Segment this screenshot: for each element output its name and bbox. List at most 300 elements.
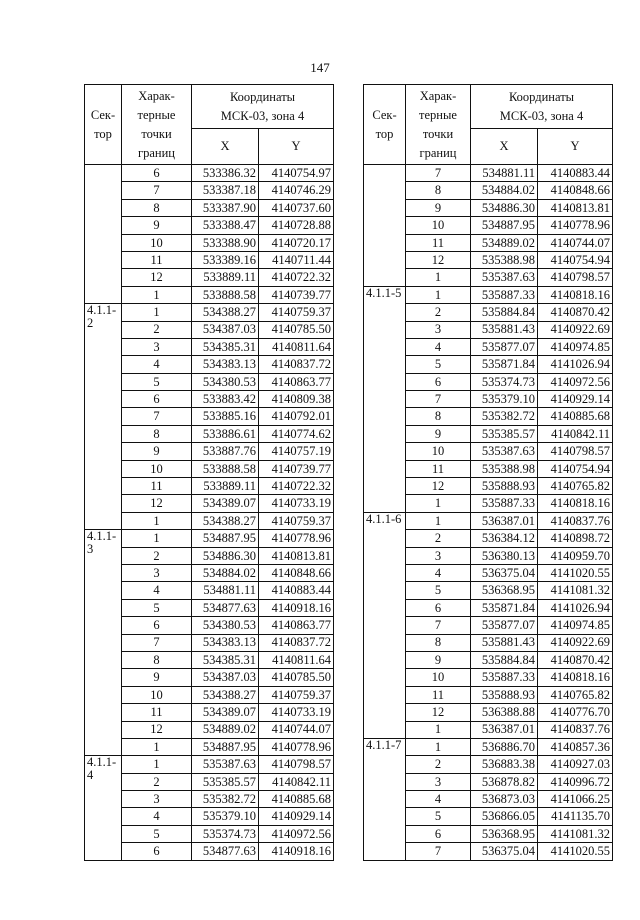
y-cell: 4141026.94: [538, 356, 613, 373]
point-cell: 5: [406, 356, 471, 373]
x-cell: 535388.98: [471, 460, 538, 477]
point-cell: 9: [406, 425, 471, 442]
x-cell: 534387.03: [192, 669, 259, 686]
y-cell: 4140778.96: [259, 738, 334, 755]
point-cell: 4: [122, 356, 192, 373]
y-cell: 4140898.72: [538, 530, 613, 547]
point-cell: 4: [122, 808, 192, 825]
y-cell: 4140720.17: [259, 234, 334, 251]
point-cell: 1: [406, 721, 471, 738]
x-cell: 534887.95: [471, 217, 538, 234]
y-cell: 4140885.68: [538, 408, 613, 425]
x-cell: 533387.18: [192, 182, 259, 199]
y-cell: 4140733.19: [259, 495, 334, 512]
y-cell: 4140737.60: [259, 199, 334, 216]
point-cell: 12: [406, 704, 471, 721]
x-cell: 533388.47: [192, 217, 259, 234]
point-cell: 5: [122, 599, 192, 616]
x-cell: 536375.04: [471, 564, 538, 581]
table-row: [85, 704, 334, 721]
x-cell: 534388.27: [192, 686, 259, 703]
x-cell: 533883.42: [192, 391, 259, 408]
y-cell: 4140759.37: [259, 512, 334, 529]
sector-cell: 4.1.1-3: [85, 530, 122, 756]
y-cell: 4140813.81: [259, 547, 334, 564]
y-cell: 4140918.16: [259, 843, 334, 860]
point-cell: 2: [406, 304, 471, 321]
y-cell: 4140776.70: [538, 704, 613, 721]
y-cell: 4140837.76: [538, 512, 613, 529]
table-row: [85, 756, 334, 773]
y-cell: 4140798.57: [538, 269, 613, 286]
point-cell: 9: [122, 443, 192, 460]
x-cell: 536387.01: [471, 512, 538, 529]
coordinates-table-left: [84, 84, 334, 861]
y-cell: 4140722.32: [259, 269, 334, 286]
header-y: Y: [538, 129, 613, 165]
table-row: [85, 530, 334, 547]
x-cell: 534387.03: [192, 321, 259, 338]
table-row: [85, 304, 334, 321]
y-cell: 4140837.72: [259, 356, 334, 373]
x-cell: 533889.11: [192, 269, 259, 286]
y-cell: 4140744.07: [259, 721, 334, 738]
x-cell: 536886.70: [471, 738, 538, 755]
point-cell: 11: [122, 251, 192, 268]
y-cell: 4140774.62: [259, 425, 334, 442]
x-cell: 534889.02: [471, 234, 538, 251]
y-cell: 4140863.77: [259, 373, 334, 390]
x-cell: 535881.43: [471, 321, 538, 338]
y-cell: 4140885.68: [259, 791, 334, 808]
table-row: [85, 286, 334, 303]
point-cell: 4: [406, 791, 471, 808]
table-row: [364, 286, 613, 303]
y-cell: 4140757.19: [259, 443, 334, 460]
header-points: Харак- терные точки границ: [406, 85, 471, 165]
y-cell: 4140811.64: [259, 338, 334, 355]
x-cell: 534388.27: [192, 304, 259, 321]
point-cell: 6: [122, 617, 192, 634]
y-cell: 4140811.64: [259, 651, 334, 668]
x-cell: 535887.33: [471, 669, 538, 686]
x-cell: 536384.12: [471, 530, 538, 547]
y-cell: 4140765.82: [538, 686, 613, 703]
x-cell: 534877.63: [192, 843, 259, 860]
x-cell: 536380.13: [471, 547, 538, 564]
point-cell: 5: [122, 825, 192, 842]
point-cell: 2: [122, 547, 192, 564]
point-cell: 11: [406, 460, 471, 477]
y-cell: 4140972.56: [538, 373, 613, 390]
y-cell: 4141020.55: [538, 564, 613, 581]
x-cell: 533387.90: [192, 199, 259, 216]
x-cell: 535871.84: [471, 599, 538, 616]
y-cell: 4140798.57: [259, 756, 334, 773]
x-cell: 533888.58: [192, 460, 259, 477]
x-cell: 533888.58: [192, 286, 259, 303]
point-cell: 8: [122, 651, 192, 668]
point-cell: 5: [122, 373, 192, 390]
x-cell: 535382.72: [471, 408, 538, 425]
y-cell: 4140842.11: [538, 425, 613, 442]
x-cell: 534380.53: [192, 617, 259, 634]
table-row: [85, 582, 334, 599]
point-cell: 7: [122, 634, 192, 651]
table-row: [85, 251, 334, 268]
point-cell: 2: [406, 756, 471, 773]
x-cell: 534389.07: [192, 495, 259, 512]
header-sector: Сек- тор: [364, 85, 406, 165]
table-row: [85, 356, 334, 373]
point-cell: 10: [406, 669, 471, 686]
point-cell: 6: [406, 825, 471, 842]
y-cell: 4140996.72: [538, 773, 613, 790]
y-cell: 4140711.44: [259, 251, 334, 268]
x-cell: 535888.93: [471, 478, 538, 495]
point-cell: 11: [122, 704, 192, 721]
point-cell: 10: [122, 460, 192, 477]
x-cell: 535387.63: [192, 756, 259, 773]
x-cell: 533886.61: [192, 425, 259, 442]
x-cell: 535379.10: [192, 808, 259, 825]
point-cell: 3: [122, 564, 192, 581]
table-row: [85, 443, 334, 460]
point-cell: 9: [406, 651, 471, 668]
point-cell: 1: [406, 269, 471, 286]
x-cell: 533389.16: [192, 251, 259, 268]
point-cell: 12: [406, 478, 471, 495]
point-cell: 6: [406, 599, 471, 616]
y-cell: 4140759.37: [259, 304, 334, 321]
coordinates-table-right: [363, 84, 613, 861]
y-cell: 4141081.32: [538, 582, 613, 599]
point-cell: 4: [406, 564, 471, 581]
table-row: [85, 599, 334, 616]
sector-cell: 4.1.1-5: [364, 286, 406, 512]
x-cell: 535374.73: [192, 825, 259, 842]
table-row: [85, 199, 334, 216]
x-cell: 536387.01: [471, 721, 538, 738]
x-cell: 534877.63: [192, 599, 259, 616]
y-cell: 4140927.03: [538, 756, 613, 773]
point-cell: 10: [406, 217, 471, 234]
point-cell: 6: [122, 391, 192, 408]
point-cell: 7: [406, 617, 471, 634]
point-cell: 7: [122, 408, 192, 425]
point-cell: 5: [406, 582, 471, 599]
point-cell: 7: [122, 182, 192, 199]
x-cell: 534887.95: [192, 530, 259, 547]
x-cell: 536878.82: [471, 773, 538, 790]
x-cell: 536388.88: [471, 704, 538, 721]
header-y: Y: [259, 129, 334, 165]
table-row: [85, 634, 334, 651]
y-cell: 4141081.32: [538, 825, 613, 842]
table-row: [85, 408, 334, 425]
y-cell: 4140922.69: [538, 634, 613, 651]
sector-cell: 4.1.1-6: [364, 512, 406, 738]
table-row: [364, 512, 613, 529]
table-row: [85, 564, 334, 581]
point-cell: 7: [406, 165, 471, 182]
y-cell: 4140744.07: [538, 234, 613, 251]
sector-cell: 4.1.1-7: [364, 738, 406, 860]
sector-cell: [85, 165, 122, 304]
page-number: 147: [310, 60, 330, 75]
x-cell: 535382.72: [192, 791, 259, 808]
y-cell: 4141020.55: [538, 843, 613, 860]
point-cell: 8: [406, 634, 471, 651]
y-cell: 4140870.42: [538, 651, 613, 668]
y-cell: 4140837.72: [259, 634, 334, 651]
y-cell: 4140870.42: [538, 304, 613, 321]
sector-cell: [364, 165, 406, 287]
y-cell: 4140842.11: [259, 773, 334, 790]
header-points: Харак- терные точки границ: [122, 85, 192, 165]
header-coords-title: Координаты МСК-03, зона 4: [192, 85, 334, 129]
y-cell: 4140739.77: [259, 460, 334, 477]
point-cell: 3: [406, 547, 471, 564]
x-cell: 535887.33: [471, 286, 538, 303]
x-cell: 536873.03: [471, 791, 538, 808]
point-cell: 1: [122, 756, 192, 773]
y-cell: 4140754.97: [259, 165, 334, 182]
table-row: [85, 738, 334, 755]
x-cell: 534884.02: [471, 182, 538, 199]
point-cell: 4: [406, 338, 471, 355]
point-cell: 9: [122, 669, 192, 686]
y-cell: 4140739.77: [259, 286, 334, 303]
y-cell: 4140972.56: [259, 825, 334, 842]
y-cell: 4140765.82: [538, 478, 613, 495]
table-row: [85, 512, 334, 529]
table-row: [85, 495, 334, 512]
x-cell: 533388.90: [192, 234, 259, 251]
x-cell: 534380.53: [192, 373, 259, 390]
x-cell: 534881.11: [471, 165, 538, 182]
x-cell: 533887.76: [192, 443, 259, 460]
point-cell: 12: [122, 495, 192, 512]
x-cell: 535887.33: [471, 495, 538, 512]
y-cell: 4140792.01: [259, 408, 334, 425]
y-cell: 4140837.76: [538, 721, 613, 738]
point-cell: 1: [122, 530, 192, 547]
x-cell: 534886.30: [192, 547, 259, 564]
x-cell: 535877.07: [471, 338, 538, 355]
table-row: [85, 669, 334, 686]
point-cell: 3: [122, 338, 192, 355]
table-row: [364, 165, 613, 182]
y-cell: 4140809.38: [259, 391, 334, 408]
table-row: [85, 617, 334, 634]
point-cell: 12: [122, 721, 192, 738]
table-row: [85, 547, 334, 564]
sector-cell: 4.1.1-4: [85, 756, 122, 860]
x-cell: 534887.95: [192, 738, 259, 755]
x-cell: 534383.13: [192, 634, 259, 651]
y-cell: 4140848.66: [538, 182, 613, 199]
point-cell: 8: [122, 425, 192, 442]
y-cell: 4140746.29: [259, 182, 334, 199]
y-cell: 4140974.85: [538, 338, 613, 355]
point-cell: 3: [122, 791, 192, 808]
table-row: [85, 391, 334, 408]
point-cell: 7: [406, 391, 471, 408]
x-cell: 533889.11: [192, 478, 259, 495]
table-row: [85, 234, 334, 251]
x-cell: 534388.27: [192, 512, 259, 529]
x-cell: 535877.07: [471, 617, 538, 634]
point-cell: 8: [406, 408, 471, 425]
point-cell: 3: [406, 321, 471, 338]
point-cell: 2: [122, 773, 192, 790]
point-cell: 7: [406, 843, 471, 860]
point-cell: 6: [122, 843, 192, 860]
table-row: [85, 773, 334, 790]
table-row: [85, 321, 334, 338]
table-row: [85, 825, 334, 842]
point-cell: 11: [122, 478, 192, 495]
y-cell: 4140929.14: [538, 391, 613, 408]
x-cell: 535385.57: [471, 425, 538, 442]
table-row: [85, 791, 334, 808]
y-cell: 4140918.16: [259, 599, 334, 616]
y-cell: 4140813.81: [538, 199, 613, 216]
x-cell: 533885.16: [192, 408, 259, 425]
point-cell: 2: [122, 321, 192, 338]
x-cell: 536866.05: [471, 808, 538, 825]
point-cell: 9: [122, 217, 192, 234]
x-cell: 535881.43: [471, 634, 538, 651]
point-cell: 1: [122, 512, 192, 529]
y-cell: 4140754.94: [538, 251, 613, 268]
y-cell: 4140848.66: [259, 564, 334, 581]
y-cell: 4140785.50: [259, 669, 334, 686]
y-cell: 4140818.16: [538, 286, 613, 303]
y-cell: 4140974.85: [538, 617, 613, 634]
point-cell: 8: [406, 182, 471, 199]
table-row: [364, 738, 613, 755]
x-cell: 534884.02: [192, 564, 259, 581]
table-row: [85, 373, 334, 390]
y-cell: 4141026.94: [538, 599, 613, 616]
y-cell: 4140754.94: [538, 460, 613, 477]
y-cell: 4140778.96: [538, 217, 613, 234]
point-cell: 10: [122, 234, 192, 251]
y-cell: 4140778.96: [259, 530, 334, 547]
point-cell: 1: [406, 512, 471, 529]
y-cell: 4140818.16: [538, 495, 613, 512]
point-cell: 1: [122, 738, 192, 755]
y-cell: 4140857.36: [538, 738, 613, 755]
header-x: X: [471, 129, 538, 165]
point-cell: 3: [406, 773, 471, 790]
x-cell: 535374.73: [471, 373, 538, 390]
point-cell: 8: [122, 199, 192, 216]
y-cell: 4140785.50: [259, 321, 334, 338]
y-cell: 4140728.88: [259, 217, 334, 234]
y-cell: 4141066.25: [538, 791, 613, 808]
header-x: X: [192, 129, 259, 165]
point-cell: 10: [122, 686, 192, 703]
x-cell: 535387.63: [471, 443, 538, 460]
table-row: [85, 217, 334, 234]
point-cell: 1: [122, 304, 192, 321]
table-row: [85, 808, 334, 825]
y-cell: 4141135.70: [538, 808, 613, 825]
point-cell: 1: [122, 286, 192, 303]
y-cell: 4140922.69: [538, 321, 613, 338]
table-row: [85, 721, 334, 738]
y-cell: 4140733.19: [259, 704, 334, 721]
point-cell: 10: [406, 443, 471, 460]
point-cell: 1: [406, 495, 471, 512]
table-row: [85, 478, 334, 495]
x-cell: 534389.07: [192, 704, 259, 721]
y-cell: 4140883.44: [259, 582, 334, 599]
point-cell: 1: [406, 738, 471, 755]
table-body-right: [364, 165, 613, 861]
x-cell: 535888.93: [471, 686, 538, 703]
y-cell: 4140818.16: [538, 669, 613, 686]
table-row: [85, 165, 334, 182]
sector-cell: 4.1.1-2: [85, 304, 122, 530]
x-cell: 535871.84: [471, 356, 538, 373]
point-cell: 9: [406, 199, 471, 216]
point-cell: 11: [406, 686, 471, 703]
table-body-left: [85, 165, 334, 861]
x-cell: 535884.84: [471, 304, 538, 321]
point-cell: 4: [122, 582, 192, 599]
point-cell: 1: [406, 286, 471, 303]
x-cell: 536368.95: [471, 825, 538, 842]
point-cell: 6: [406, 373, 471, 390]
x-cell: 536368.95: [471, 582, 538, 599]
table-row: [85, 460, 334, 477]
x-cell: 534889.02: [192, 721, 259, 738]
y-cell: 4140863.77: [259, 617, 334, 634]
y-cell: 4140883.44: [538, 165, 613, 182]
x-cell: 534886.30: [471, 199, 538, 216]
table-row: [85, 686, 334, 703]
table-row: [85, 651, 334, 668]
table-row: [85, 269, 334, 286]
y-cell: 4140722.32: [259, 478, 334, 495]
header-sector: Сек- тор: [85, 85, 122, 165]
point-cell: 6: [122, 165, 192, 182]
x-cell: 535388.98: [471, 251, 538, 268]
table-row: [85, 843, 334, 860]
y-cell: 4140959.70: [538, 547, 613, 564]
x-cell: 534383.13: [192, 356, 259, 373]
x-cell: 535387.63: [471, 269, 538, 286]
table-row: [85, 182, 334, 199]
x-cell: 535379.10: [471, 391, 538, 408]
y-cell: 4140759.37: [259, 686, 334, 703]
y-cell: 4140929.14: [259, 808, 334, 825]
x-cell: 534385.31: [192, 651, 259, 668]
x-cell: 534385.31: [192, 338, 259, 355]
point-cell: 5: [406, 808, 471, 825]
x-cell: 535385.57: [192, 773, 259, 790]
y-cell: 4140798.57: [538, 443, 613, 460]
x-cell: 536883.38: [471, 756, 538, 773]
point-cell: 11: [406, 234, 471, 251]
header-coords-title: Координаты МСК-03, зона 4: [471, 85, 613, 129]
x-cell: 534881.11: [192, 582, 259, 599]
point-cell: 12: [406, 251, 471, 268]
